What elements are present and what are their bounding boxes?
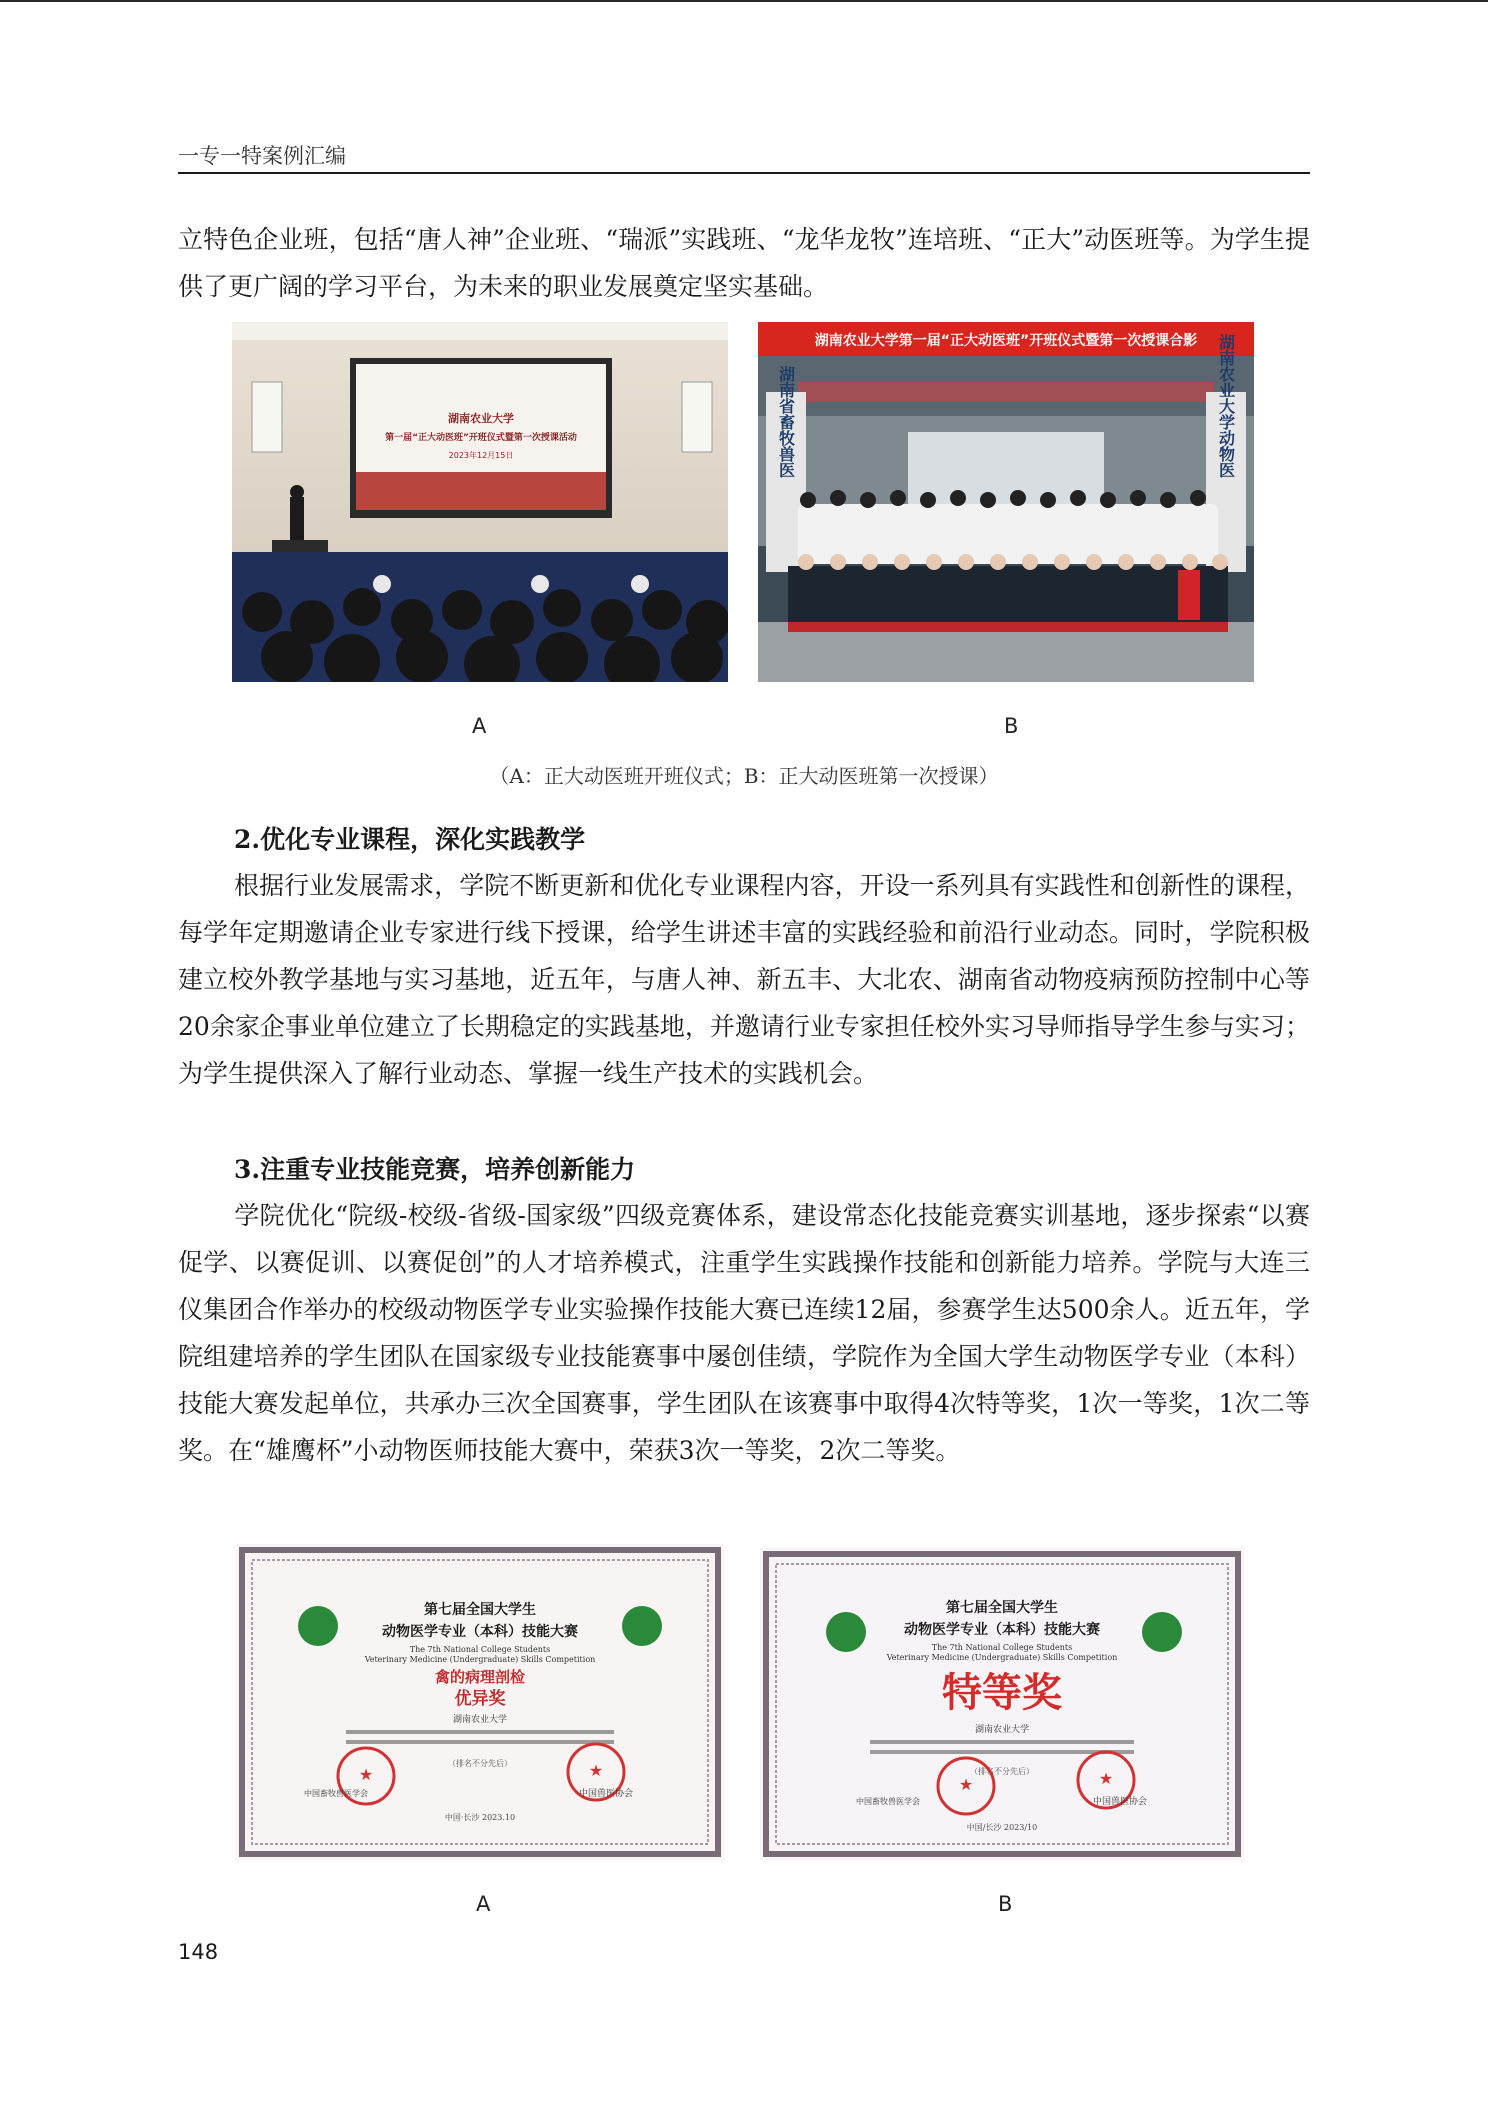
- cert-a-en2: Veterinary Medicine (Undergraduate) Skills Competition: [364, 1655, 596, 1664]
- cert-a-note: （排名不分先后）: [448, 1759, 512, 1768]
- header-rule: [178, 172, 1310, 174]
- cert-b-school: 湖南农业大学: [974, 1725, 1030, 1735]
- cert-b-award: 特等奖: [942, 1669, 1062, 1716]
- cert-a-date: 中国·长沙 2023.10: [444, 1813, 516, 1822]
- cert-a-title1: 第七届全国大学生: [424, 1602, 536, 1618]
- cert-a-school: 湖南农业大学: [452, 1715, 508, 1725]
- cert-a-award: 优异奖: [454, 1689, 506, 1709]
- cert-a-issuer-left: 中国畜牧兽医学会: [304, 1789, 368, 1798]
- figure1-label-a: A: [472, 714, 487, 738]
- cert-b-title1: 第七届全国大学生: [946, 1600, 1058, 1616]
- certificate-a: [236, 1544, 724, 1860]
- svg-text:★: ★: [958, 1775, 974, 1794]
- cert-b-title2: 动物医学专业（本科）技能大赛: [904, 1622, 1100, 1638]
- photo-group-picture: [758, 322, 1254, 682]
- cert-a-title2: 动物医学专业（本科）技能大赛: [382, 1624, 578, 1640]
- paragraph-competitions: 学院优化“院级-校级-省级-国家级”四级竞赛体系，建设常态化技能竞赛实训基地，逐步探索“以赛促学、以赛促训、以赛促创”的人才培养模式，注重学生实践操作技能和创新能力培养。学院与大连三仪集团合作举办的校级动物医学专业实验操作技能大赛已连续12届，参赛学生达500余人。近五年，学院组建培养的学生团队在国家级专业技能赛事中屡创佳绩，学院作为全国大学生动物医学专业（本科）技能大赛发起单位，共承办三次全国赛事，学生团队在该赛事中取得4次特等奖，1次一等奖，1次二等奖。在“雄鹰杯”小动物医师技能大赛中，荣获3次一等奖，2次二等奖。: [178, 1201, 1310, 1465]
- cert-b-issuer-right: 中国兽医协会: [1092, 1797, 1148, 1807]
- plaque-left: 湖南省畜牧兽医: [776, 366, 796, 478]
- figure1-label-b: B: [1004, 714, 1019, 738]
- photo-opening-ceremony: [232, 322, 728, 682]
- figure1-caption: （A：正大动医班开班仪式；B：正大动医班第一次授课）: [489, 764, 999, 788]
- figure2-label-b: B: [998, 1892, 1013, 1916]
- cert-b-issuer-left: 中国畜牧兽医学会: [856, 1797, 920, 1806]
- page-number: 148: [178, 1940, 219, 1964]
- svg-text:★: ★: [1098, 1769, 1114, 1788]
- screen-title: 湖南农业大学: [448, 412, 514, 425]
- svg-text:★: ★: [588, 1761, 604, 1780]
- figure2-label-a: A: [476, 1892, 491, 1916]
- section-heading-2: 2.优化专业课程，深化实践教学: [234, 825, 586, 854]
- cert-b-en1: The 7th National College Students: [931, 1643, 1073, 1652]
- paragraph-intro: 立特色企业班，包括“唐人神”企业班、“瑞派”实践班、“龙华龙牧”连培班、“正大”动医班等。为学生提供了更广阔的学习平台，为未来的职业发展奠定坚实基础。: [178, 225, 1310, 301]
- cert-a-en1: The 7th National College Students: [409, 1645, 551, 1654]
- paragraph-courses: 根据行业发展需求，学院不断更新和优化专业课程内容，开设一系列具有实践性和创新性的课程，每学年定期邀请企业专家进行线下授课，给学生讲述丰富的实践经验和前沿行业动态。同时，学院积极建立校外教学基地与实习基地，近五年，与唐人神、新五丰、大北农、湖南省动物疫病预防控制中心等20余家企事业单位建立了长期稳定的实践基地，并邀请行业专家担任校外实习导师指导学生参与实习；为学生提供深入了解行业动态、掌握一线生产技术的实践机会。: [178, 871, 1310, 1088]
- svg-text:★: ★: [358, 1765, 374, 1784]
- cert-a-issuer-right: 中国兽医协会: [578, 1789, 634, 1799]
- section-heading-3: 3.注重专业技能竞赛，培养创新能力: [234, 1155, 636, 1184]
- screen-date: 2023年12月15日: [448, 451, 514, 460]
- screen-subtitle: 第一届“正大动医班”开班仪式暨第一次授课活动: [385, 433, 577, 443]
- plaque-right: 湖南农业大学动物医: [1216, 334, 1236, 478]
- certificate-b: [760, 1548, 1244, 1860]
- running-header: 一专一特案例汇编: [178, 144, 346, 168]
- cert-b-note: （排名不分先后）: [970, 1767, 1034, 1776]
- cert-b-date: 中国/长沙 2023/10: [966, 1823, 1038, 1832]
- page-top-border: [0, 0, 1488, 2]
- cert-b-en2: Veterinary Medicine (Undergraduate) Skills Competition: [886, 1653, 1118, 1662]
- cert-a-event: 禽的病理剖检: [434, 1668, 526, 1686]
- group-photo-banner: 湖南农业大学第一届“正大动医班”开班仪式暨第一次授课合影: [814, 333, 1198, 349]
